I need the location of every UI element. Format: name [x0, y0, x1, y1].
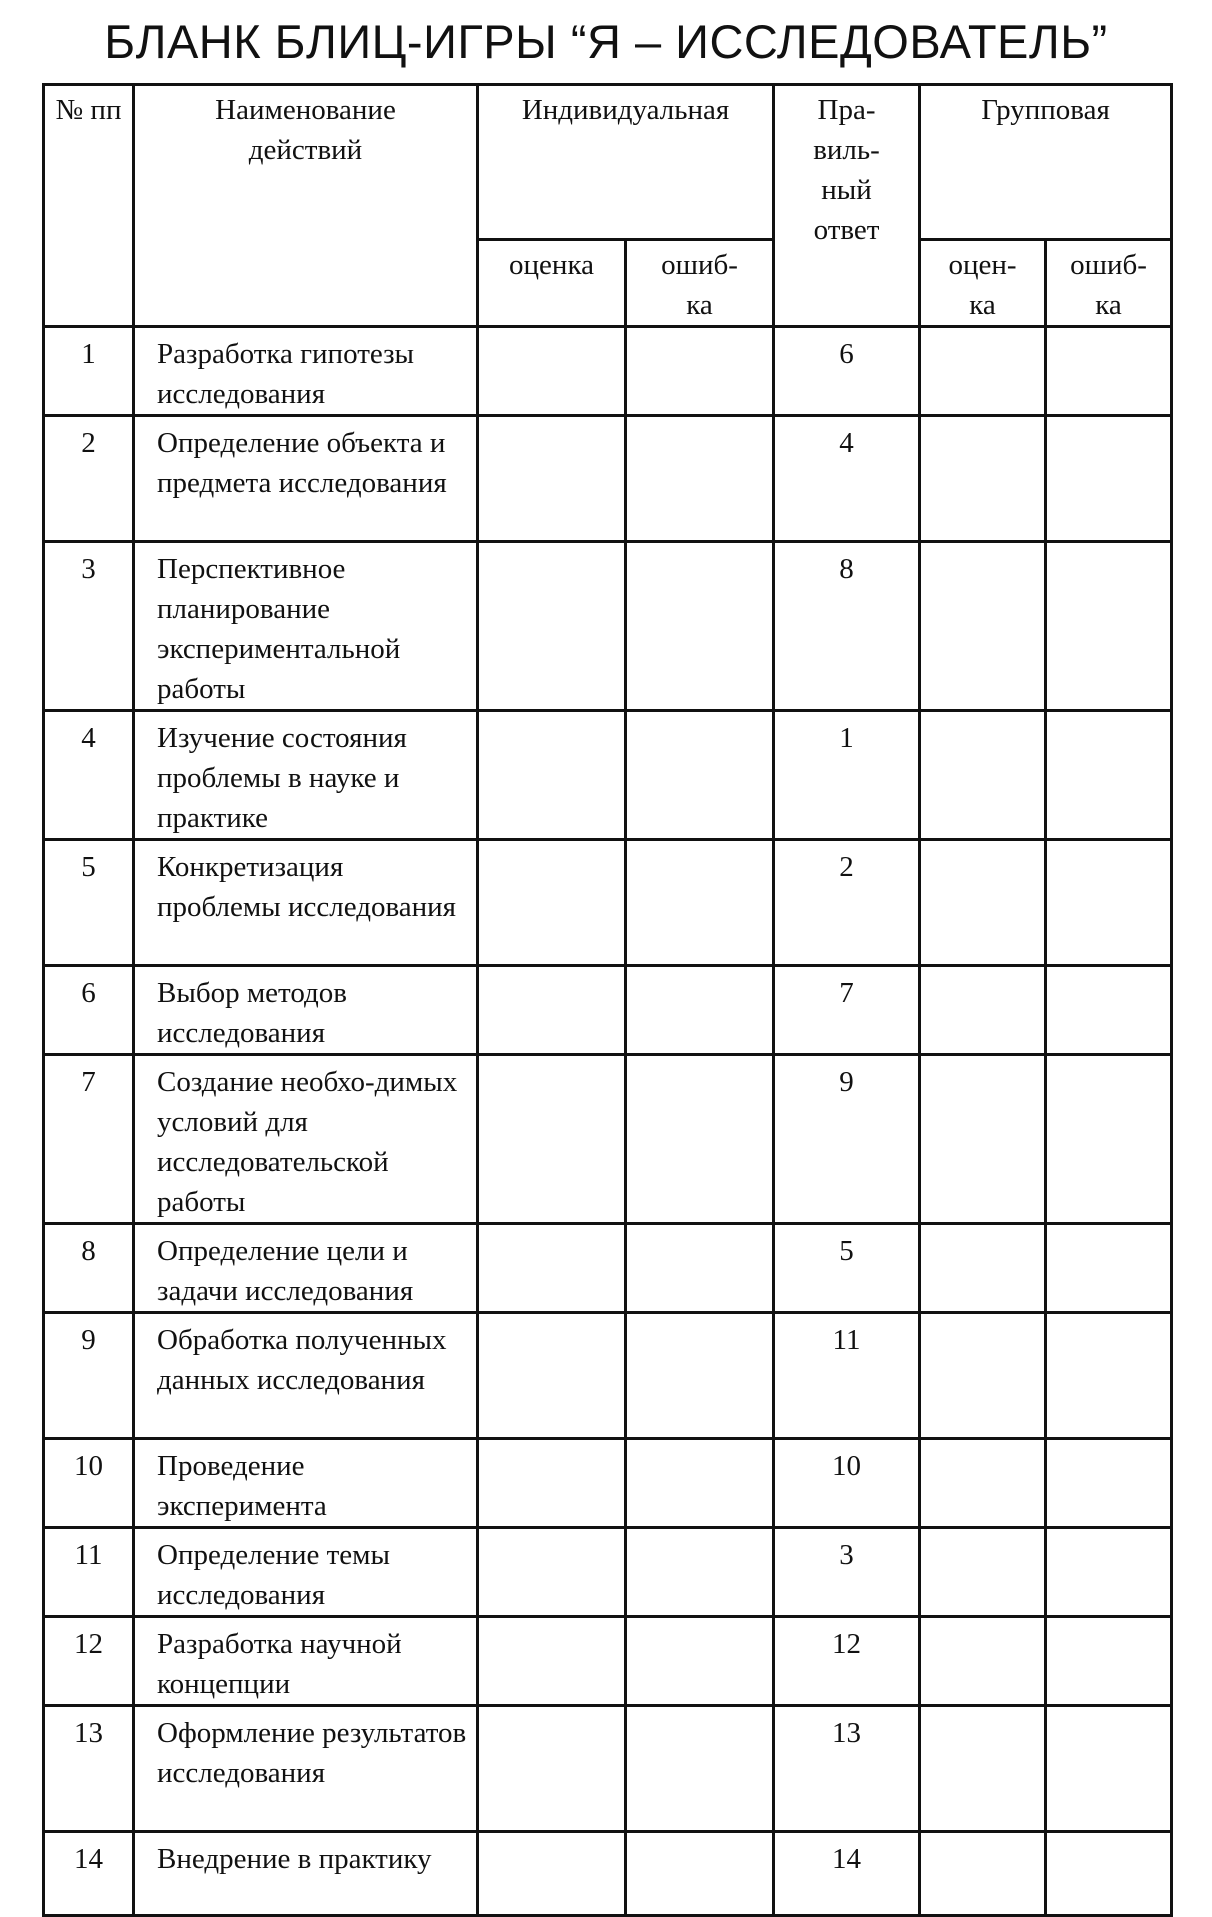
- individual-score-cell[interactable]: [478, 1224, 626, 1313]
- table-row: [44, 966, 1172, 1055]
- row-num: 12: [44, 1617, 134, 1706]
- group-error-cell[interactable]: [1046, 1439, 1172, 1528]
- group-score-cell[interactable]: [920, 966, 1046, 1055]
- row-num: 8: [44, 1224, 134, 1313]
- individual-error-cell[interactable]: [626, 966, 774, 1055]
- row-num: 13: [44, 1706, 134, 1832]
- group-error-cell[interactable]: [1046, 1224, 1172, 1313]
- table-row: [44, 1706, 1172, 1832]
- individual-error-cell[interactable]: [626, 1313, 774, 1439]
- row-action: Определение цели и задачи исследования: [134, 1224, 478, 1313]
- group-score-cell[interactable]: [920, 840, 1046, 966]
- row-action: Проведение эксперимента: [134, 1439, 478, 1528]
- header-individual-error: ошиб-ка: [626, 240, 774, 327]
- individual-score-cell[interactable]: [478, 840, 626, 966]
- header-group: Групповая: [920, 85, 1172, 240]
- table-row: [44, 1439, 1172, 1528]
- table-row: [44, 1617, 1172, 1706]
- table-row: [44, 1832, 1172, 1916]
- row-action: Оформление результатов исследования: [134, 1706, 478, 1832]
- group-error-cell[interactable]: [1046, 416, 1172, 542]
- row-action: Определение объекта и предмета исследования: [134, 416, 478, 542]
- row-correct-answer: 14: [774, 1832, 920, 1916]
- row-action: Определение темы исследования: [134, 1528, 478, 1617]
- individual-error-cell[interactable]: [626, 1055, 774, 1224]
- group-error-cell[interactable]: [1046, 1617, 1172, 1706]
- table-row: [44, 1055, 1172, 1224]
- row-action: Выбор методов исследования: [134, 966, 478, 1055]
- individual-error-cell[interactable]: [626, 1617, 774, 1706]
- row-correct-answer: 12: [774, 1617, 920, 1706]
- header-name: Наименование действий: [134, 85, 478, 327]
- row-correct-answer: 7: [774, 966, 920, 1055]
- table-row: [44, 416, 1172, 542]
- row-num: 14: [44, 1832, 134, 1916]
- group-score-cell[interactable]: [920, 1528, 1046, 1617]
- row-correct-answer: 10: [774, 1439, 920, 1528]
- row-num: 5: [44, 840, 134, 966]
- individual-error-cell[interactable]: [626, 327, 774, 416]
- individual-score-cell[interactable]: [478, 1055, 626, 1224]
- row-correct-answer: 9: [774, 1055, 920, 1224]
- header-num: № пп: [44, 85, 134, 327]
- table-row: [44, 1313, 1172, 1439]
- group-score-cell[interactable]: [920, 416, 1046, 542]
- row-correct-answer: 3: [774, 1528, 920, 1617]
- individual-score-cell[interactable]: [478, 1617, 626, 1706]
- row-action: Перспективное планирование экспериментальной работы: [134, 542, 478, 711]
- row-correct-answer: 5: [774, 1224, 920, 1313]
- table-row: [44, 1224, 1172, 1313]
- group-score-cell[interactable]: [920, 1224, 1046, 1313]
- individual-score-cell[interactable]: [478, 711, 626, 840]
- group-score-cell[interactable]: [920, 542, 1046, 711]
- individual-score-cell[interactable]: [478, 1706, 626, 1832]
- header-individual: Индивидуальная: [478, 85, 774, 240]
- individual-error-cell[interactable]: [626, 416, 774, 542]
- individual-score-cell[interactable]: [478, 327, 626, 416]
- table-row: [44, 840, 1172, 966]
- group-score-cell[interactable]: [920, 327, 1046, 416]
- individual-score-cell[interactable]: [478, 1439, 626, 1528]
- row-action: Внедрение в практику: [134, 1832, 478, 1916]
- individual-score-cell[interactable]: [478, 416, 626, 542]
- individual-score-cell[interactable]: [478, 1832, 626, 1916]
- group-score-cell[interactable]: [920, 1706, 1046, 1832]
- row-correct-answer: 8: [774, 542, 920, 711]
- table-row: [44, 327, 1172, 416]
- row-action: Изучение состояния проблемы в науке и практике: [134, 711, 478, 840]
- row-num: 10: [44, 1439, 134, 1528]
- row-num: 3: [44, 542, 134, 711]
- row-correct-answer: 6: [774, 327, 920, 416]
- row-num: 4: [44, 711, 134, 840]
- row-action: Разработка гипотезы исследования: [134, 327, 478, 416]
- row-action: Разработка научной концепции: [134, 1617, 478, 1706]
- individual-score-cell[interactable]: [478, 1528, 626, 1617]
- individual-error-cell[interactable]: [626, 1439, 774, 1528]
- row-num: 2: [44, 416, 134, 542]
- group-score-cell[interactable]: [920, 1832, 1046, 1916]
- individual-error-cell[interactable]: [626, 711, 774, 840]
- row-action: Конкретизация проблемы исследования: [134, 840, 478, 966]
- individual-score-cell[interactable]: [478, 1313, 626, 1439]
- row-num: 7: [44, 1055, 134, 1224]
- group-error-cell[interactable]: [1046, 1313, 1172, 1439]
- group-error-cell[interactable]: [1046, 1055, 1172, 1224]
- row-correct-answer: 13: [774, 1706, 920, 1832]
- row-correct-answer: 2: [774, 840, 920, 966]
- individual-error-cell[interactable]: [626, 1832, 774, 1916]
- blitz-game-form-table: [42, 83, 1173, 1917]
- row-correct-answer: 11: [774, 1313, 920, 1439]
- group-score-cell[interactable]: [920, 1055, 1046, 1224]
- form-title: БЛАНК БЛИЦ-ИГРЫ “Я – ИССЛЕДОВАТЕЛЬ”: [104, 15, 1108, 68]
- group-error-cell[interactable]: [1046, 1832, 1172, 1916]
- row-action: Обработка полученных данных исследования: [134, 1313, 478, 1439]
- table-row: [44, 542, 1172, 711]
- individual-score-cell[interactable]: [478, 966, 626, 1055]
- group-error-cell[interactable]: [1046, 1528, 1172, 1617]
- individual-score-cell[interactable]: [478, 542, 626, 711]
- group-score-cell[interactable]: [920, 1617, 1046, 1706]
- individual-error-cell[interactable]: [626, 542, 774, 711]
- individual-error-cell[interactable]: [626, 1528, 774, 1617]
- row-correct-answer: 1: [774, 711, 920, 840]
- table-row: [44, 1528, 1172, 1617]
- header-individual-score: оценка: [478, 240, 626, 327]
- header-correct-answer: Пра-виль-ный ответ: [774, 85, 920, 327]
- header-group-score: оцен-ка: [920, 240, 1046, 327]
- group-error-cell[interactable]: [1046, 1706, 1172, 1832]
- group-error-cell[interactable]: [1046, 966, 1172, 1055]
- group-error-cell[interactable]: [1046, 327, 1172, 416]
- row-num: 11: [44, 1528, 134, 1617]
- group-error-cell[interactable]: [1046, 840, 1172, 966]
- individual-error-cell[interactable]: [626, 1706, 774, 1832]
- header-group-error: ошиб-ка: [1046, 240, 1172, 327]
- group-error-cell[interactable]: [1046, 542, 1172, 711]
- row-num: 6: [44, 966, 134, 1055]
- row-correct-answer: 4: [774, 416, 920, 542]
- group-error-cell[interactable]: [1046, 711, 1172, 840]
- table-row: [44, 711, 1172, 840]
- row-action: Создание необхо-димых условий для исследовательской работы: [134, 1055, 478, 1224]
- group-score-cell[interactable]: [920, 711, 1046, 840]
- row-num: 1: [44, 327, 134, 416]
- row-num: 9: [44, 1313, 134, 1439]
- individual-error-cell[interactable]: [626, 1224, 774, 1313]
- individual-error-cell[interactable]: [626, 840, 774, 966]
- group-score-cell[interactable]: [920, 1439, 1046, 1528]
- group-score-cell[interactable]: [920, 1313, 1046, 1439]
